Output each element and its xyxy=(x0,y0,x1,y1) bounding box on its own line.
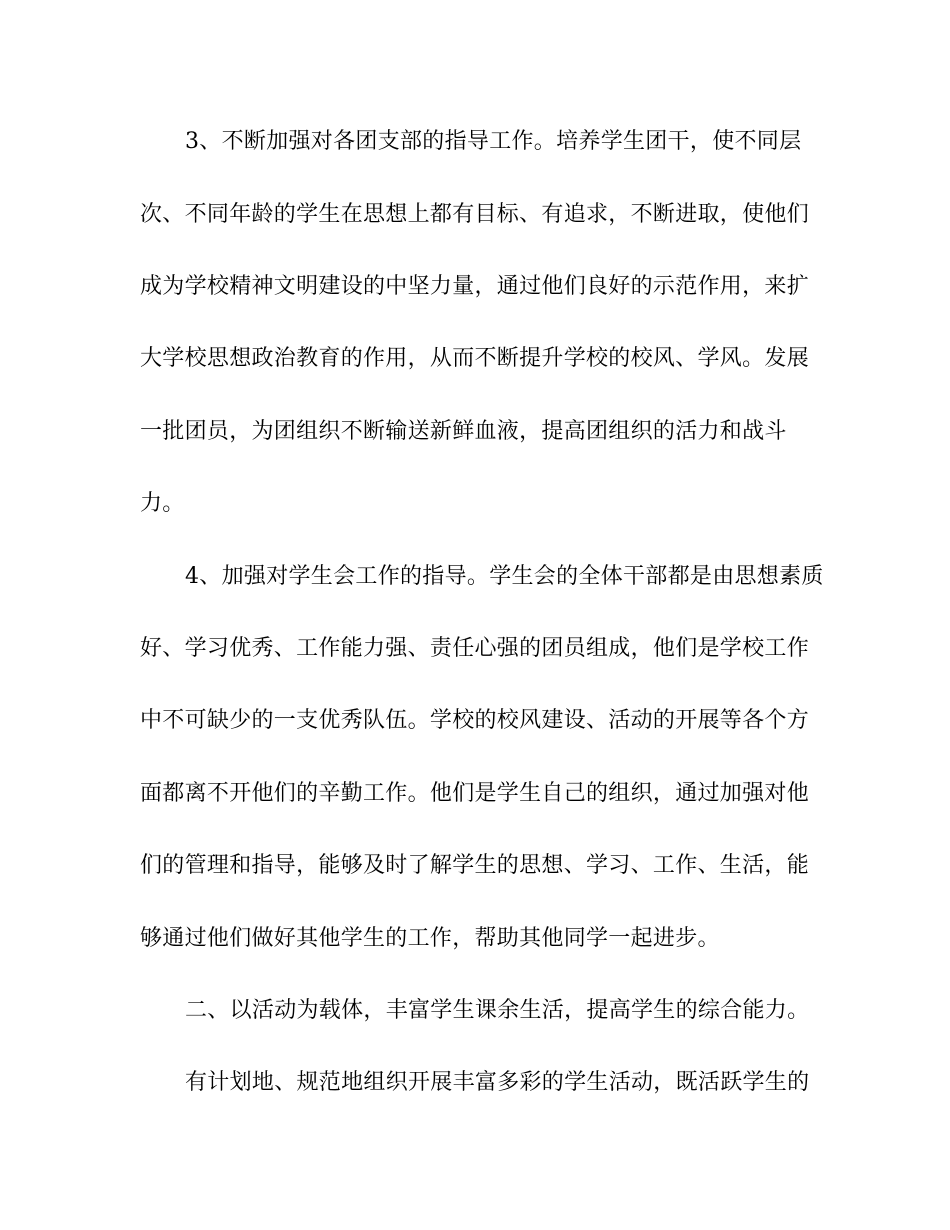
paragraph-4-line-4: 面都离不开他们的辛勤工作。他们是学生自己的组织，通过加强对他 xyxy=(140,781,810,806)
section-heading-2: 二、以活动为载体，丰富学生课余生活，提高学生的综合能力。 xyxy=(185,998,810,1023)
paragraph-3-line-2: 次、不同年龄的学生在思想上都有目标、有追求，不断进取，使他们 xyxy=(140,202,810,227)
paragraph-4-line-2: 好、学习优秀、工作能力强、责任心强的团员组成，他们是学校工作 xyxy=(140,636,810,661)
paragraph-3-line-5: 一批团员，为团组织不断输送新鲜血液，提高团组织的活力和战斗 xyxy=(140,419,787,444)
paragraph-3-line-1: 3、不断加强对各团支部的指导工作。培养学生团干，使不同层 xyxy=(185,129,802,154)
paragraph-5-line-1: 有计划地、规范地组织开展丰富多彩的学生活动，既活跃学生的 xyxy=(185,1070,810,1095)
paragraph-4-line-1: 4、加强对学生会工作的指导。学生会的全体干部都是由思想素质 xyxy=(185,564,824,589)
paragraph-3-line-4: 大学校思想政治教育的作用，从而不断提升学校的校风、学风。发展 xyxy=(140,346,810,371)
paragraph-4-line-5: 们的管理和指导，能够及时了解学生的思想、学习、工作、生活，能 xyxy=(140,853,810,878)
paragraph-4-line-6: 够通过他们做好其他学生的工作，帮助其他同学一起进步。 xyxy=(140,926,720,951)
paragraph-3-line-6: 力。 xyxy=(140,491,185,516)
paragraph-4-line-3: 中不可缺少的一支优秀队伍。学校的校风建设、活动的开展等各个方 xyxy=(140,708,810,733)
paragraph-3-line-3: 成为学校精神文明建设的中坚力量，通过他们良好的示范作用，来扩 xyxy=(140,274,810,299)
